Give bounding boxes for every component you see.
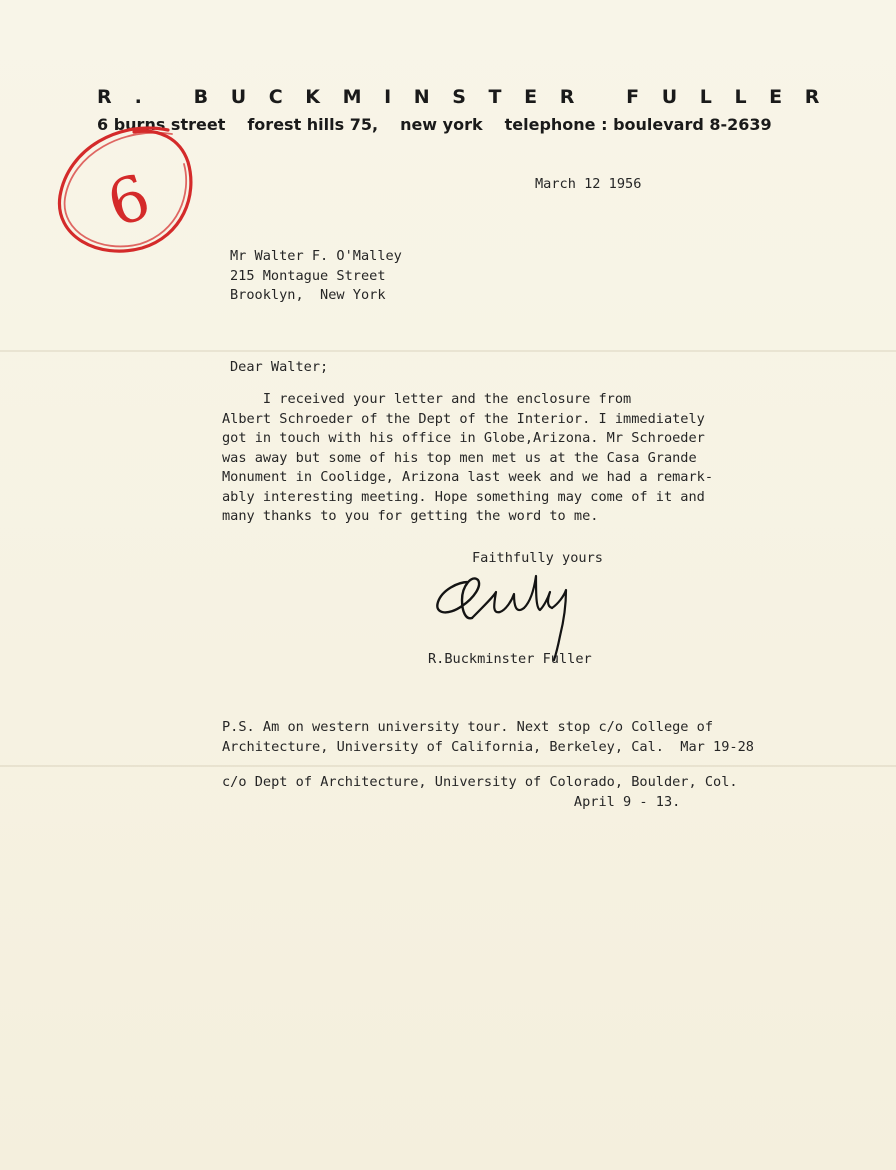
letterhead-name: R. BUCKMINSTER FULLER: [97, 86, 842, 108]
body-line: many thanks to you for getting the word to me.: [222, 508, 599, 524]
postscript-dates-line: April 9 - 13.: [222, 793, 681, 810]
red-circled-number-annotation: [50, 118, 200, 263]
letterhead-state: new york: [400, 115, 483, 134]
body-line: I received your letter and the enclosure from: [222, 391, 632, 407]
paper-fold-line: [0, 765, 896, 767]
postscript-line: P.S. Am on western university tour. Next stop c/o College of: [222, 719, 714, 735]
postscript-address-line: c/o Dept of Architecture, University of Colorado, Boulder, Col.: [222, 774, 738, 790]
signer-name: R.Buckminster Fuller: [428, 651, 592, 667]
closing: Faithfully yours: [472, 550, 603, 566]
salutation: Dear Walter;: [230, 359, 329, 375]
recipient-street: 215 Montague Street: [230, 267, 386, 284]
body-line: got in touch with his office in Globe,Arizona. Mr Schroeder: [222, 430, 705, 446]
letterhead-street: 6 burns street: [97, 115, 226, 134]
recipient-name: Mr Walter F. O'Malley: [230, 248, 402, 264]
postscript-line: Architecture, University of California, Berkeley, Cal. Mar 19-28: [222, 738, 754, 755]
letterhead-phone: telephone : boulevard 8-2639: [504, 115, 772, 134]
recipient-city: Brooklyn, New York: [230, 287, 386, 303]
body-line: Monument in Coolidge, Arizona last week and we had a remark-: [222, 469, 714, 485]
letter-date: March 12 1956: [535, 176, 642, 192]
body-line: was away but some of his top men met us at the Casa Grande: [222, 449, 697, 466]
body-line: Albert Schroeder of the Dept of the Interior. I immediately: [222, 410, 705, 427]
annotation-number: 6: [98, 159, 159, 242]
body-line: ably interesting meeting. Hope something may come of it and: [222, 488, 705, 505]
letterhead-city: forest hills 75,: [247, 115, 379, 134]
paper-fold-line: [0, 350, 896, 352]
